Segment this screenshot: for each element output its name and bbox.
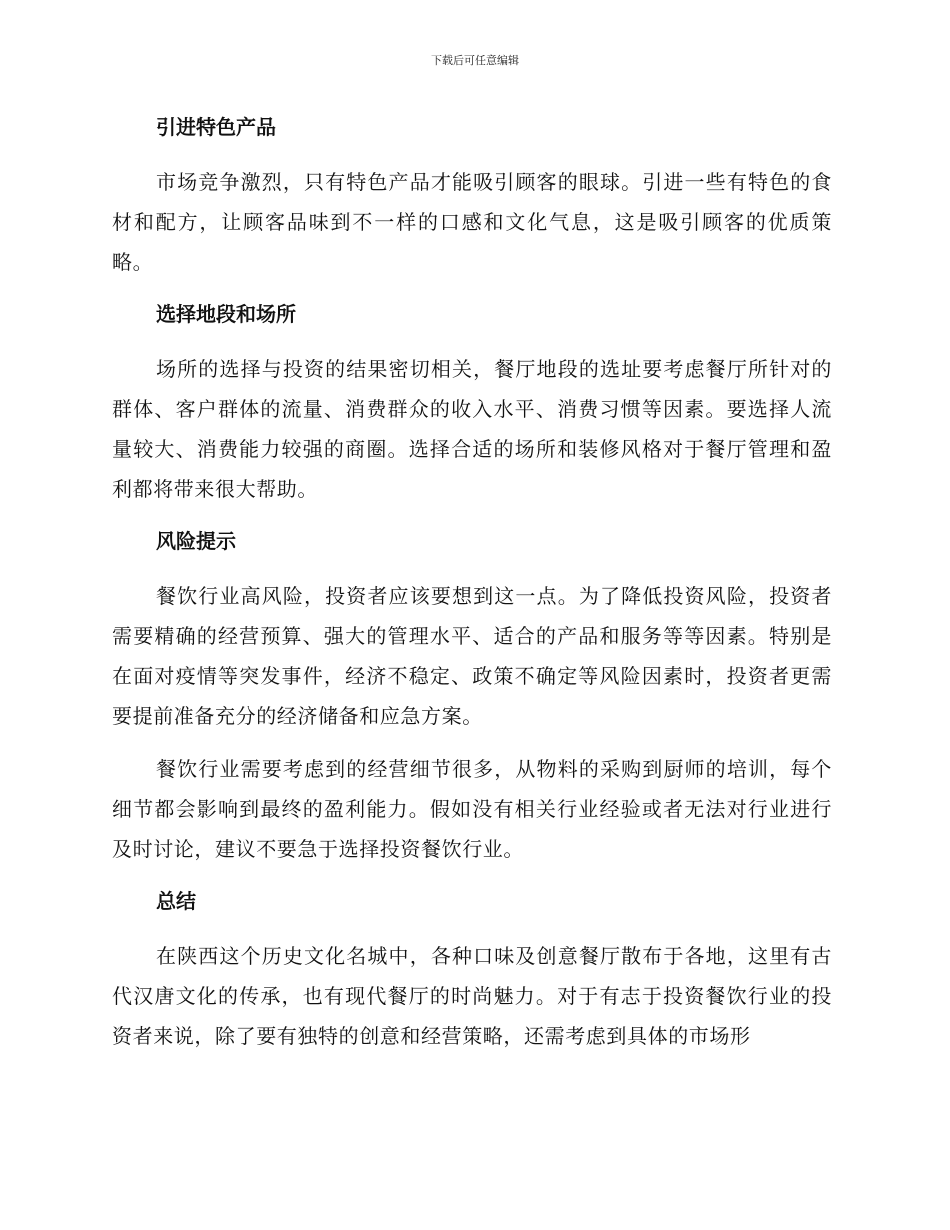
page-header-note: 下载后可任意编辑	[431, 54, 519, 67]
paragraph-location: 场所的选择与投资的结果密切相关，餐厅地段的选址要考虑餐厅所针对的群体、客户群体的流量、消费群众的收入水平、消费习惯等因素。要选择人流量较大、消费能力较强的商圈。选择合适的场所和装修风格对于餐厅管理和盈利都将带来很大帮助。	[112, 357, 832, 501]
paragraph-specialty-products: 市场竞争激烈，只有特色产品才能吸引顾客的眼球。引进一些有特色的食材和配方，让顾客品味到不一样的口感和文化气息，这是吸引顾客的优质策略。	[112, 170, 832, 274]
section-heading-summary: 总结	[156, 889, 196, 913]
paragraph-risk-1: 餐饮行业高风险，投资者应该要想到这一点。为了降低投资风险，投资者需要精确的经营预算、强大的管理水平、适合的产品和服务等等因素。特别是在面对疫情等突发事件，经济不稳定、政策不确定等风险因素时，投资者更需要提前准备充分的经济储备和应急方案。	[112, 584, 832, 728]
paragraph-risk-2: 餐饮行业需要考虑到的经营细节很多，从物料的采购到厨师的培训，每个细节都会影响到最终的盈利能力。假如没有相关行业经验或者无法对行业进行及时讨论，建议不要急于选择投资餐饮行业。	[112, 757, 832, 861]
section-heading-location: 选择地段和场所	[156, 302, 296, 326]
section-heading-specialty-products: 引进特色产品	[156, 115, 276, 139]
section-heading-risk: 风险提示	[156, 529, 236, 553]
document-body	[112, 108, 832, 1056]
paragraph-summary: 在陕西这个历史文化名城中，各种口味及创意餐厅散布于各地，这里有古代汉唐文化的传承，也有现代餐厅的时尚魅力。对于有志于投资餐饮行业的投资者来说，除了要有独特的创意和经营策略，还需考虑到具体的市场形	[112, 944, 832, 1048]
